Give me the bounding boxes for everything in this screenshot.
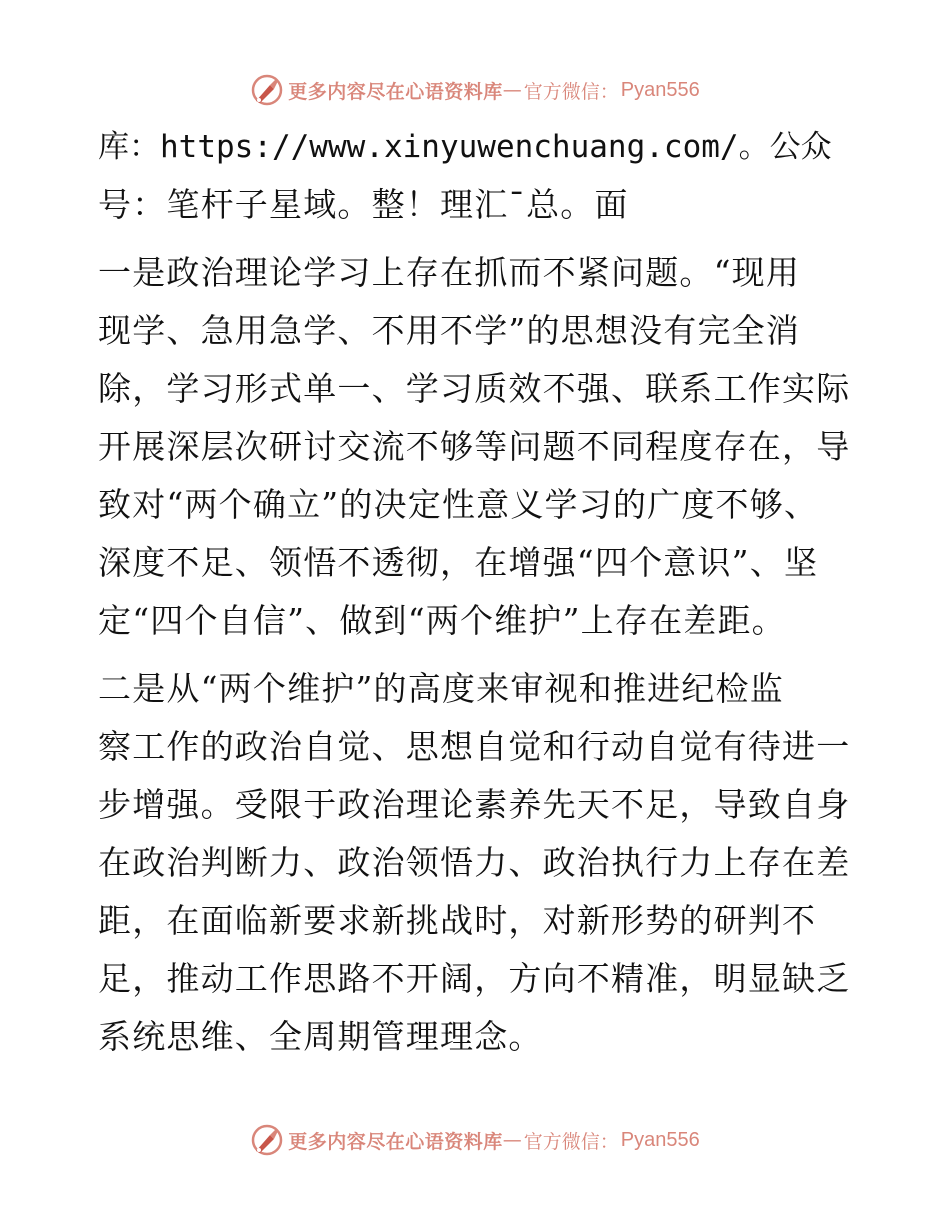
para1-line-3: 除，学习形式单一、学习质效不强、联系工作实际 [98, 369, 851, 408]
header-brand: 更多内容尽在心语资料库 [288, 80, 503, 103]
footer-separator: — [502, 1129, 522, 1151]
header-wechat-id: Pyan556 [620, 78, 700, 101]
para2-line-6: 足，推动工作思路不开阔，方向不精准，明显缺乏 [98, 959, 851, 998]
para1-line-2: 现学、急用急学、不用不学”的思想没有完全消 [98, 311, 801, 350]
document-body [98, 118, 858, 1066]
pen-logo-icon [250, 73, 284, 107]
intro-line-1: 库：https://www.xinyuwenchuang.com/。公众 [98, 129, 832, 165]
header-banner [0, 70, 950, 110]
para2-line-7: 系统思维、全周期管理理念。 [98, 1017, 543, 1056]
para1-line-5: 致对“两个确立”的决定性意义学习的广度不够、 [98, 485, 819, 524]
para2-line-3: 步增强。受限于政治理论素养先天不足，导致自身 [98, 785, 851, 824]
intro-line-2: 号：笔杆子星域。整！理汇¯总。面 [98, 185, 629, 224]
pen-logo-icon [250, 1123, 284, 1157]
para1-line-7: 定“四个自信”、做到“两个维护”上存在差距。 [98, 601, 786, 640]
para1-line-6: 深度不足、领悟不透彻，在增强“四个意识”、坚 [98, 543, 819, 582]
para2-line-1: 二是从“两个维护”的高度来审视和推进纪检监 [98, 669, 784, 708]
para2-line-5: 距，在面临新要求新挑战时，对新形势的研判不 [98, 901, 817, 940]
footer-official-label: 官方微信： [523, 1130, 619, 1153]
header-official-label: 官方微信： [523, 80, 619, 103]
para2-line-2: 察工作的政治自觉、思想自觉和行动自觉有待进一 [98, 727, 851, 766]
footer-brand: 更多内容尽在心语资料库 [288, 1130, 503, 1153]
para1-line-4: 开展深层次研讨交流不够等问题不同程度存在，导 [98, 427, 851, 466]
footer-wechat-id: Pyan556 [620, 1128, 700, 1151]
footer-banner [0, 1120, 950, 1160]
para2-line-4: 在政治判断力、政治领悟力、政治执行力上存在差 [98, 843, 851, 882]
para1-line-1: 一是政治理论学习上存在抓而不紧问题。“现用 [98, 253, 801, 292]
header-separator: — [502, 79, 522, 101]
